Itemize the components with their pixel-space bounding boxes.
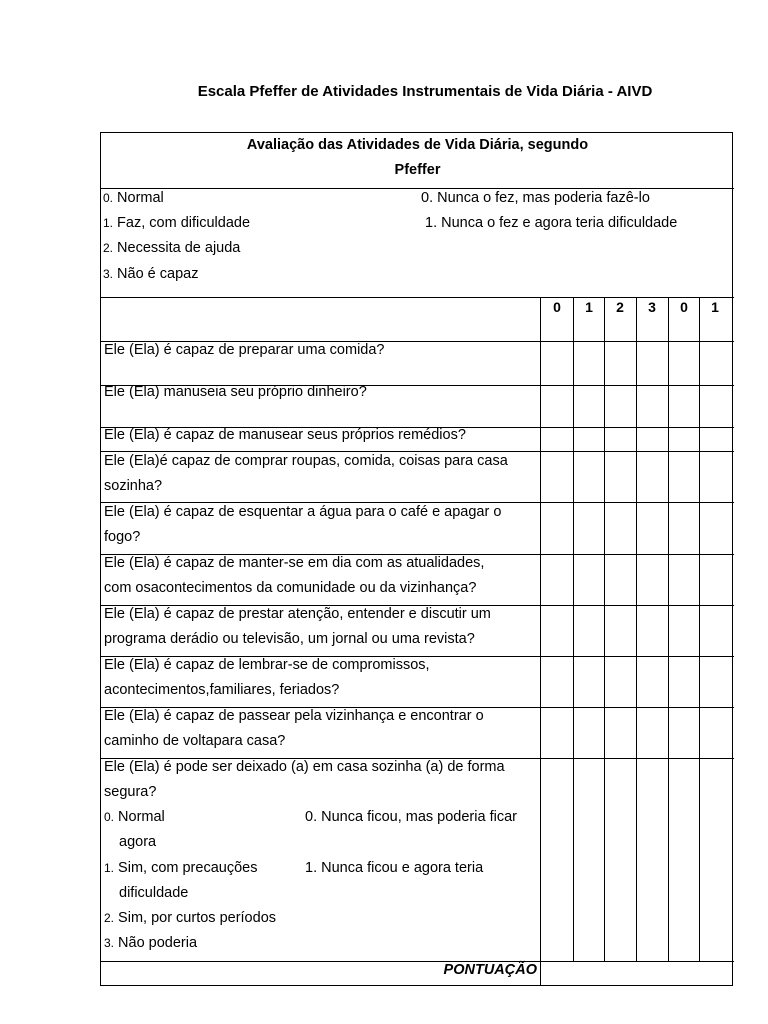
- table-header-line2: Pfeffer: [394, 162, 441, 178]
- score-column-header: 0: [553, 299, 561, 315]
- option-item: agora: [119, 834, 157, 850]
- question-text: Ele (Ela) é capaz de manusear seus próprios remédios?: [104, 427, 466, 443]
- question-text: Ele (Ela) é capaz de prestar atenção, entender e discutir um: [104, 606, 491, 622]
- pfeffer-scale-table: [100, 132, 733, 986]
- legend-item: 1. Faz, com dificuldade: [103, 215, 251, 231]
- score-column-header: 1: [711, 299, 719, 315]
- question-text: Ele (Ela)é capaz de comprar roupas, comida, coisas para casa: [104, 453, 508, 469]
- column-divider: [540, 297, 541, 986]
- question-text: Ele (Ela) é capaz de manter-se em dia com as atualidades,: [104, 555, 485, 571]
- question-text: acontecimentos,familiares, feriados?: [104, 682, 340, 698]
- option-item: 0. Normal: [104, 809, 165, 825]
- question-text: Ele (Ela) é capaz de passear pela vizinhança e encontrar o: [104, 708, 484, 724]
- question-text: caminho de voltapara casa?: [104, 733, 286, 749]
- column-divider: [636, 297, 637, 961]
- question-text: Ele (Ela) manuseia seu próprio dinheiro?: [104, 384, 367, 400]
- legend-item: 0. Normal: [103, 190, 164, 206]
- question-text: Ele (Ela) é capaz de esquentar a água para o café e apagar o: [104, 504, 502, 520]
- question-text: programa derádio ou televisão, um jornal ou uma revista?: [104, 631, 475, 647]
- question-text: Ele (Ela) é capaz de lembrar-se de compromissos,: [104, 657, 430, 673]
- score-column-header: 0: [680, 299, 688, 315]
- option-item: 3. Não poderia: [104, 935, 198, 951]
- column-divider: [668, 297, 669, 961]
- legend-item: 2. Necessita de ajuda: [103, 240, 241, 256]
- question-text: Ele (Ela) é capaz de preparar uma comida?: [104, 342, 385, 358]
- column-divider: [573, 297, 574, 961]
- option-item: dificuldade: [119, 885, 189, 901]
- document-title: Escala Pfeffer de Atividades Instrumentais de Vida Diária - AIVD: [197, 83, 653, 100]
- option-item: 1. Sim, com precauções: [104, 860, 258, 876]
- option-right-item: 1. Nunca ficou e agora teria: [305, 860, 484, 876]
- option-right-item: 0. Nunca ficou, mas poderia ficar: [305, 809, 517, 825]
- row-divider: [101, 961, 734, 962]
- option-item: 2. Sim, por curtos períodos: [104, 910, 277, 926]
- legend-right-item: 0. Nunca o fez, mas poderia fazê-lo: [421, 190, 650, 206]
- question-text: segura?: [104, 784, 157, 800]
- column-divider: [699, 297, 700, 961]
- score-column-header: 1: [585, 299, 593, 315]
- total-score-label: PONTUAÇÃO: [443, 962, 537, 978]
- legend-right-item: 1. Nunca o fez e agora teria dificuldade: [425, 215, 678, 231]
- question-text: fogo?: [104, 529, 141, 545]
- score-column-header: 3: [648, 299, 656, 315]
- question-text: Ele (Ela) é pode ser deixado (a) em casa sozinha (a) de forma: [104, 759, 505, 775]
- legend-item: 3. Não é capaz: [103, 266, 199, 282]
- question-text: com osacontecimentos da comunidade ou da vizinhança?: [104, 580, 477, 596]
- score-column-header: 2: [616, 299, 624, 315]
- column-divider: [604, 297, 605, 961]
- question-text: sozinha?: [104, 478, 163, 494]
- table-header-line1: Avaliação das Atividades de Vida Diária, segundo: [246, 137, 589, 153]
